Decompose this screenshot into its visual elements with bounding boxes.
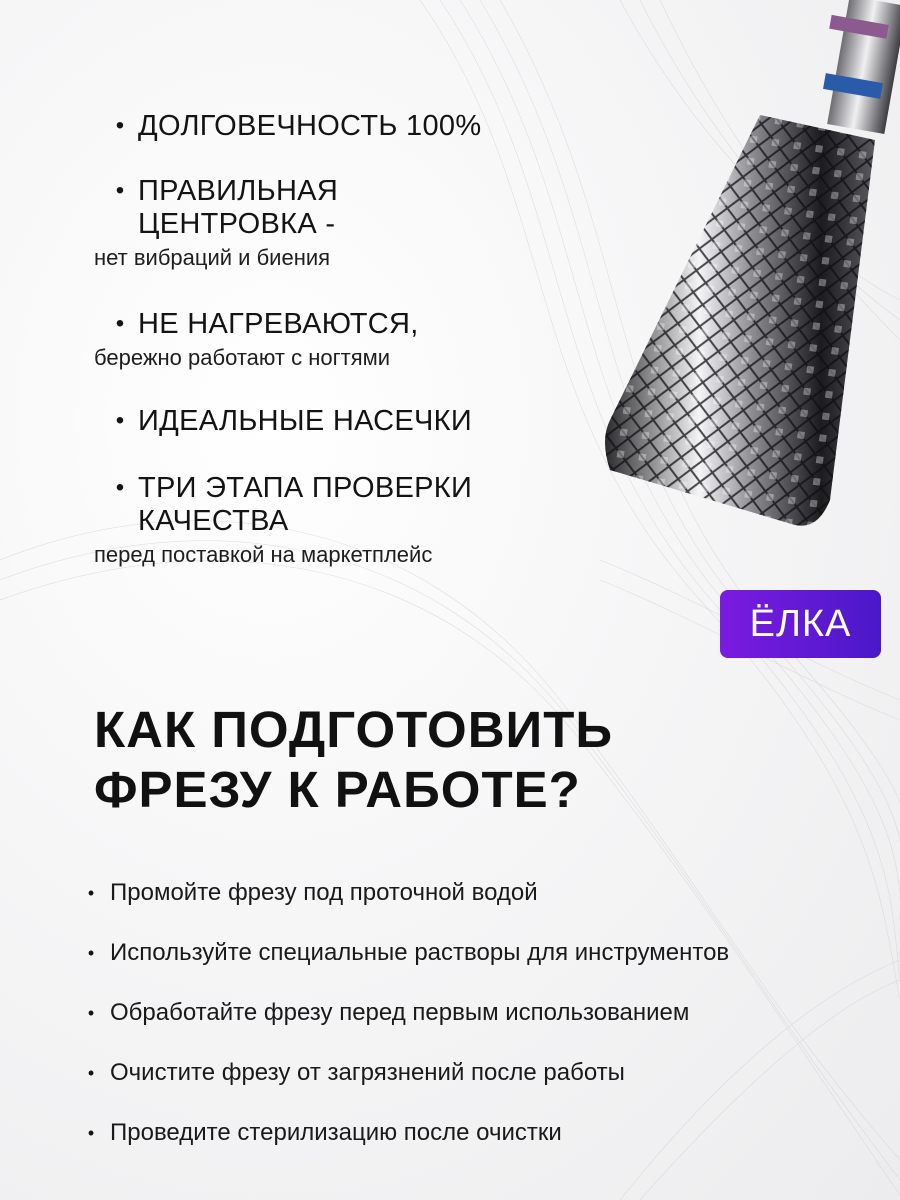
feature-subtitle: бережно работают с ногтями [94, 345, 391, 370]
list-item [0, 878, 538, 908]
step-text: Промойте фрезу под проточной водой [110, 879, 538, 906]
bullet-icon: • [87, 1063, 95, 1083]
feature-title: ТРИ ЭТАПА ПРОВЕРКИ КАЧЕСТВА [138, 472, 473, 537]
feature-title: НЕ НАГРЕВАЮТСЯ, [138, 308, 419, 340]
step-text: Очистите фрезу от загрязнений после работы [110, 1059, 625, 1086]
feature-title: ПРАВИЛЬНАЯ ЦЕНТРОВКА - [138, 175, 339, 240]
list-item [0, 1058, 625, 1088]
bullet-icon: • [87, 883, 95, 903]
bullet-icon: • [115, 112, 125, 139]
bullet-icon: • [115, 310, 125, 337]
bullet-icon: • [87, 1123, 95, 1143]
bullet-icon: • [87, 1003, 95, 1023]
nail-drill-bit-image [580, 0, 900, 560]
bullet-icon: • [115, 407, 125, 434]
feature-title: ИДЕАЛЬНЫЕ НАСЕЧКИ [138, 405, 472, 437]
feature-subtitle: перед поставкой на маркетплейс [94, 542, 433, 567]
product-type-badge: ЁЛКА [720, 590, 881, 658]
heading-line-1: КАК ПОДГОТОВИТЬ [94, 701, 613, 758]
heading-line-2: ФРЕЗУ К РАБОТЕ? [94, 761, 581, 818]
feature-item [0, 405, 472, 438]
step-text: Проведите стерилизацию после очистки [110, 1119, 562, 1146]
step-text: Используйте специальные растворы для инструментов [110, 939, 730, 966]
feature-item [0, 175, 338, 273]
feature-item [0, 110, 481, 143]
bullet-icon: • [115, 177, 125, 204]
section-heading [94, 700, 794, 820]
bullet-icon: • [115, 474, 125, 501]
feature-item [0, 308, 419, 373]
bullet-icon: • [87, 943, 95, 963]
feature-title: ДОЛГОВЕЧНОСТЬ 100% [138, 110, 482, 142]
list-item [0, 998, 689, 1028]
list-item [0, 1118, 562, 1148]
list-item [0, 938, 729, 968]
feature-subtitle: нет вибраций и биения [94, 245, 331, 270]
step-text: Обработайте фрезу перед первым использованием [110, 999, 690, 1026]
feature-item [0, 472, 472, 570]
